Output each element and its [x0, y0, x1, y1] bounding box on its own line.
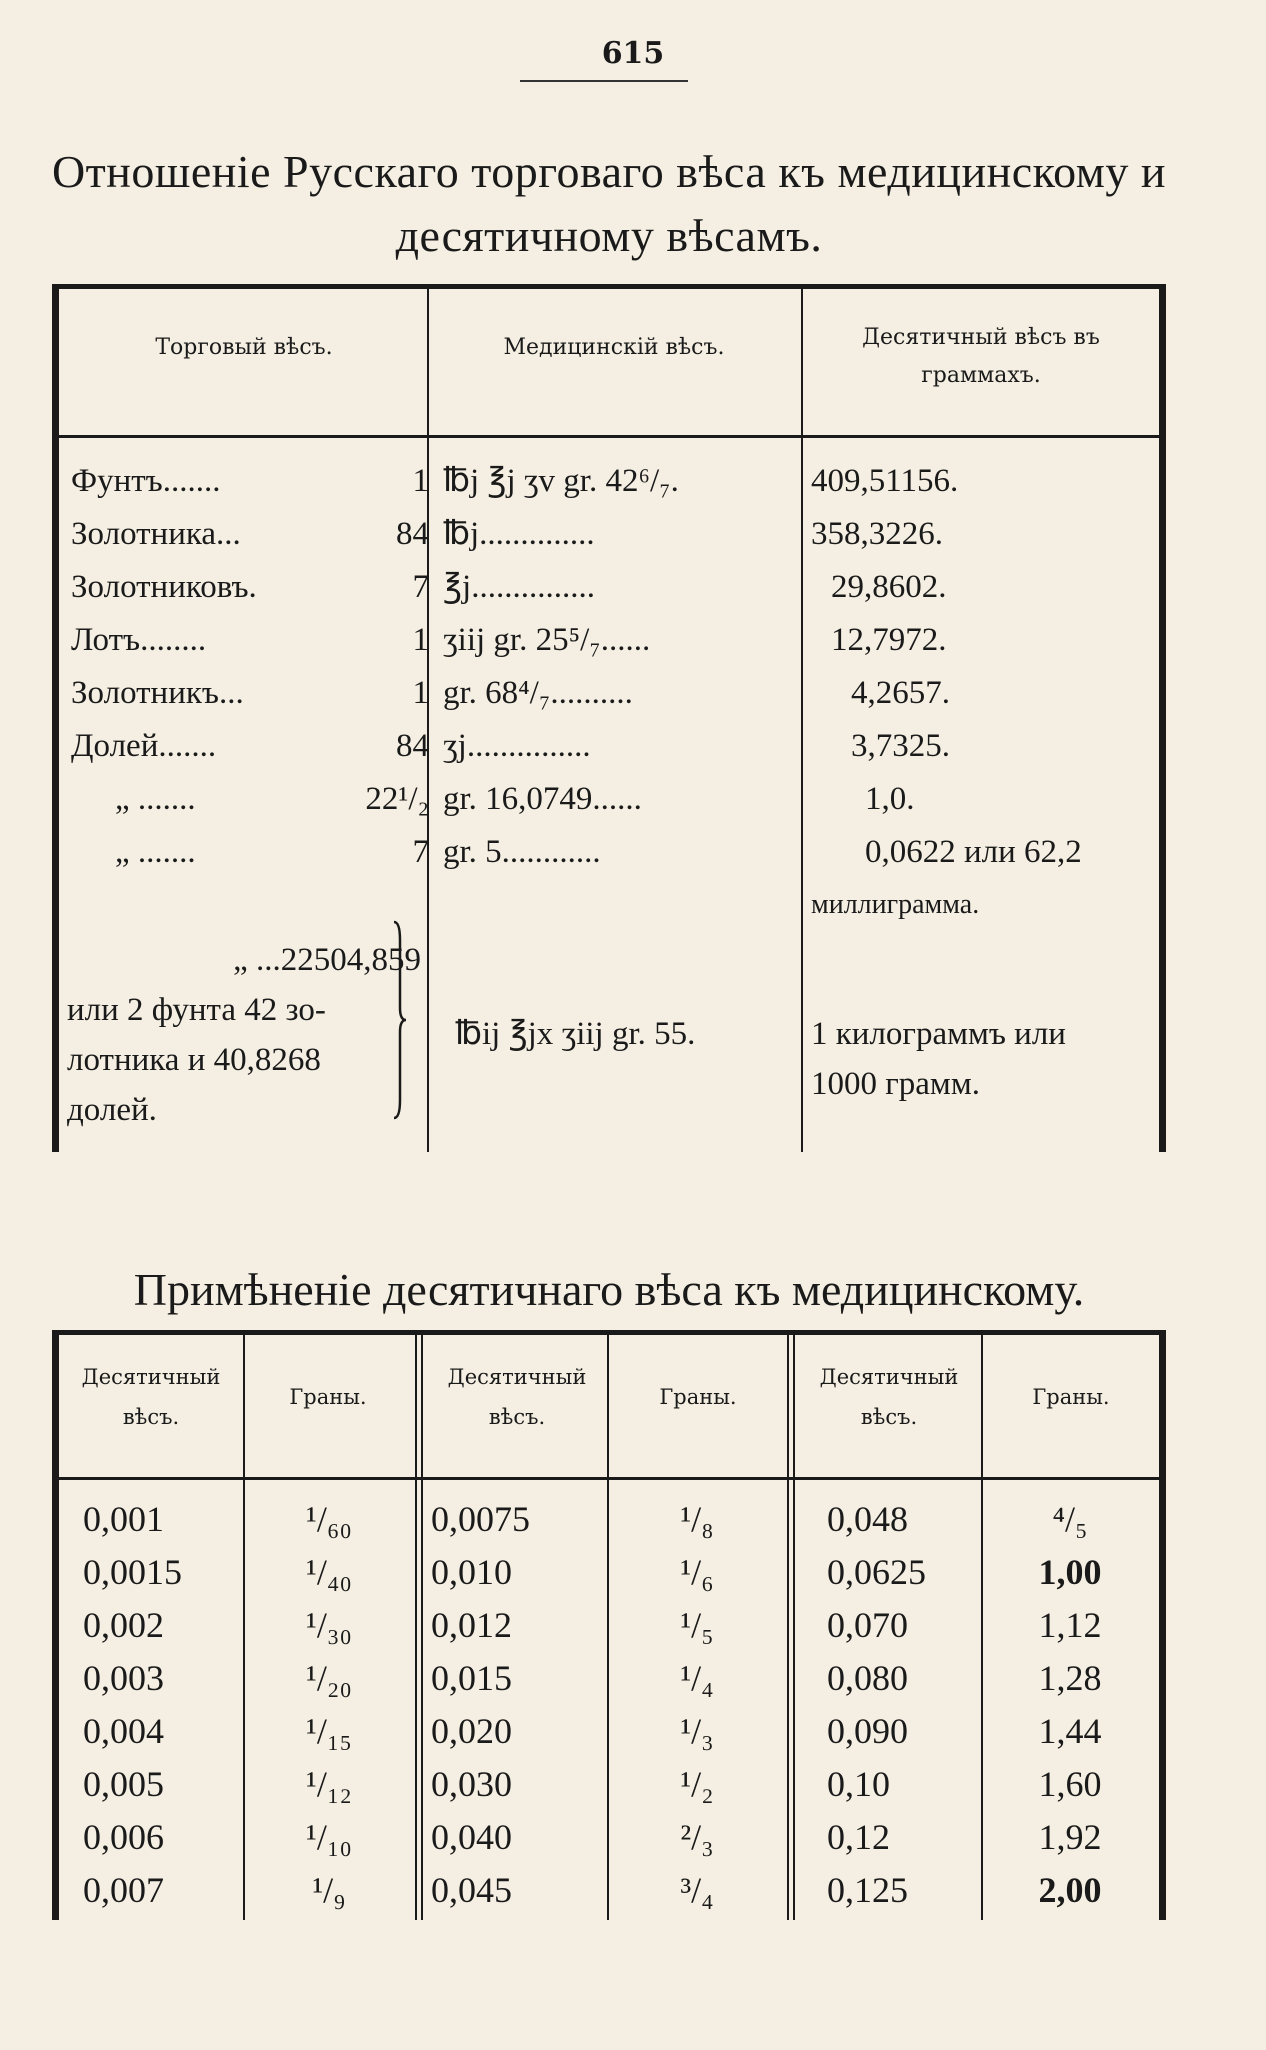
t1-row7-name: „ ....... — [115, 781, 196, 817]
table2-title: Примѣненіе десятичнаго вѣса къ медицинскому. — [133, 1264, 1085, 1315]
t2-grains-2-row6: ¹/₂ — [680, 1764, 714, 1804]
t1-row8-name: „ ....... — [115, 834, 196, 870]
t1-row1-med: ℔j ℥j ʒv gr. 42⁶/₇. — [443, 463, 679, 499]
t1-last-med: ℔ij ℥jx ʒiij gr. 55. — [455, 1016, 696, 1052]
table2-header — [59, 1335, 1159, 1480]
t2-grains-1-row6: ¹/₁₂ — [306, 1764, 352, 1804]
t1-row3-num: 7 — [412, 569, 429, 605]
decimal-to-grains-table — [52, 1330, 1166, 1920]
t2-decimal-1-row6: 0,005 — [83, 1764, 164, 1804]
commercial-weight-table — [52, 284, 1166, 1152]
header-medical-weight: Медицинскій вѣсъ. — [503, 335, 725, 360]
t1-row6-med: ʒj............... — [443, 728, 591, 764]
t2-decimal-3-row8: 0,125 — [827, 1870, 908, 1910]
t2-decimal-3-row1: 0,048 — [827, 1499, 908, 1539]
t2-decimal-1-row1: 0,001 — [83, 1499, 164, 1539]
t1-row3-name: Золотниковъ. — [71, 569, 257, 605]
t1-row1-num: 1 — [412, 463, 429, 499]
t1-last-left-line1: „ ...22504,859 — [233, 942, 421, 978]
header-commercial-weight: Торговый вѣсъ. — [155, 335, 333, 360]
t2-grains-2-row7: ²/₃ — [680, 1817, 714, 1857]
t2-grains-3-row4: 1,28 — [1038, 1658, 1102, 1698]
t2-decimal-3-row2: 0,0625 — [827, 1552, 926, 1592]
t1-row2-med: ℔j.............. — [443, 516, 595, 552]
t1-row8-num: 7 — [412, 834, 429, 870]
t1-row3-med: ℥j............... — [443, 569, 595, 605]
header-grains-2: Граны. — [659, 1385, 737, 1409]
t1-last-dec-line2: 1000 грамм. — [811, 1066, 980, 1102]
t2-grains-3-row1: ⁴/₅ — [1052, 1499, 1088, 1539]
t1-row6-num: 84 — [396, 728, 429, 764]
header-grains-3: Граны. — [1032, 1385, 1110, 1409]
t2-grains-2-row3: ¹/₅ — [680, 1605, 714, 1645]
t1-last-left-line2: или 2 фунта 42 зо- — [67, 992, 326, 1028]
t2-decimal-1-row2: 0,0015 — [83, 1552, 182, 1592]
t2-decimal-3-row3: 0,070 — [827, 1605, 908, 1645]
t2-grains-2-row4: ¹/₄ — [680, 1658, 714, 1698]
t1-row2-name: Золотника... — [71, 516, 241, 552]
t2-decimal-3-row7: 0,12 — [827, 1817, 890, 1857]
header-decimal-2: Десятичный вѣсъ. — [447, 1365, 587, 1429]
t2-decimal-2-row1: 0,0075 — [431, 1499, 530, 1539]
t2-grains-2-row5: ¹/₃ — [680, 1711, 714, 1751]
t2-grains-1-row1: ¹/₆₀ — [306, 1499, 352, 1539]
t1-row8-med: gr. 5............ — [443, 834, 601, 870]
t1-row1-dec: 409,51156. — [811, 463, 959, 499]
table1-header — [59, 289, 1159, 438]
t1-row5-dec: 4,2657. — [851, 675, 950, 711]
header-decimal-3: Десятичный вѣсъ. — [819, 1365, 959, 1429]
t2-decimal-2-row6: 0,030 — [431, 1764, 512, 1804]
table2-double-divider-1 — [415, 1335, 423, 1920]
t1-row7-med: gr. 16,0749...... — [443, 781, 642, 817]
t2-decimal-2-row5: 0,020 — [431, 1711, 512, 1751]
t1-row2-dec: 358,3226. — [811, 516, 943, 552]
table1-title: Отношеніе Русскаго торговаго вѣса къ медицинскому и десятичному вѣсамъ. — [51, 146, 1167, 261]
t1-row3-dec: 29,8602. — [831, 569, 947, 605]
t2-grains-3-row2: 1,00 — [1038, 1552, 1102, 1592]
t2-grains-2-row1: ¹/₈ — [680, 1499, 714, 1539]
page-number-rule — [520, 80, 688, 82]
t2-decimal-3-row5: 0,090 — [827, 1711, 908, 1751]
t2-decimal-1-row8: 0,007 — [83, 1870, 164, 1910]
t2-decimal-2-row4: 0,015 — [431, 1658, 512, 1698]
t1-row5-name: Золотникъ... — [71, 675, 244, 711]
t2-grains-3-row7: 1,92 — [1038, 1817, 1102, 1857]
t1-row4-name: Лотъ........ — [71, 622, 207, 658]
t2-grains-3-row3: 1,12 — [1038, 1605, 1102, 1645]
t2-grains-1-row4: ¹/₂₀ — [306, 1658, 352, 1698]
t1-last-dec-line1: 1 килограммъ или — [811, 1016, 1066, 1052]
t2-decimal-3-row6: 0,10 — [827, 1764, 890, 1804]
header-decimal-weight: Десятичный вѣсъ въ граммахъ. — [862, 325, 1100, 388]
t1-row1-name: Фунтъ....... — [71, 463, 221, 499]
t2-decimal-2-row2: 0,010 — [431, 1552, 512, 1592]
t1-row7-num: 22¹/₂ — [365, 781, 429, 817]
t1-row6-dec: 3,7325. — [851, 728, 950, 764]
t1-row2-num: 84 — [396, 516, 429, 552]
t2-grains-1-row3: ¹/₃₀ — [306, 1605, 352, 1645]
t1-row4-med: ʒiij gr. 25⁵/₇...... — [443, 622, 651, 658]
t2-decimal-3-row4: 0,080 — [827, 1658, 908, 1698]
t2-decimal-2-row3: 0,012 — [431, 1605, 512, 1645]
table2-double-divider-2 — [787, 1335, 795, 1920]
t1-row5-med: gr. 68⁴/₇.......... — [443, 675, 633, 711]
t1-row4-num: 1 — [412, 622, 429, 658]
t2-grains-3-row8: 2,00 — [1038, 1870, 1102, 1910]
t2-grains-1-row5: ¹/₁₅ — [306, 1711, 352, 1751]
t2-grains-3-row5: 1,44 — [1038, 1711, 1102, 1751]
t2-decimal-2-row7: 0,040 — [431, 1817, 512, 1857]
grouping-brace — [390, 920, 408, 1120]
t1-row7-dec: 1,0. — [865, 781, 915, 817]
t1-last-left-line4: долей. — [67, 1092, 157, 1128]
header-decimal-1: Десятичный вѣсъ. — [81, 1365, 221, 1429]
t1-row4-dec: 12,7972. — [831, 622, 947, 658]
t2-grains-1-row7: ¹/₁₀ — [306, 1817, 352, 1857]
t2-decimal-2-row8: 0,045 — [431, 1870, 512, 1910]
t2-decimal-1-row4: 0,003 — [83, 1658, 164, 1698]
page-number: 615 — [601, 36, 665, 71]
t1-row8-dec-cont: миллиграмма. — [811, 889, 980, 920]
t2-decimal-1-row3: 0,002 — [83, 1605, 164, 1645]
t2-decimal-1-row5: 0,004 — [83, 1711, 164, 1751]
t1-row6-name: Долей....... — [71, 728, 217, 764]
t1-last-left-line3: лотника и 40,8268 — [67, 1042, 321, 1078]
t2-grains-2-row2: ¹/₆ — [680, 1552, 714, 1592]
t1-row5-num: 1 — [412, 675, 429, 711]
t2-grains-1-row2: ¹/₄₀ — [306, 1552, 352, 1592]
t2-grains-3-row6: 1,60 — [1038, 1764, 1102, 1804]
header-grains-1: Граны. — [289, 1385, 367, 1409]
t2-grains-2-row8: ³/₄ — [680, 1870, 714, 1910]
t1-row8-dec: 0,0622 или 62,2 — [865, 834, 1082, 870]
table1-divider-2 — [801, 289, 803, 1152]
t2-grains-1-row8: ¹/₉ — [312, 1870, 346, 1910]
t2-decimal-1-row7: 0,006 — [83, 1817, 164, 1857]
